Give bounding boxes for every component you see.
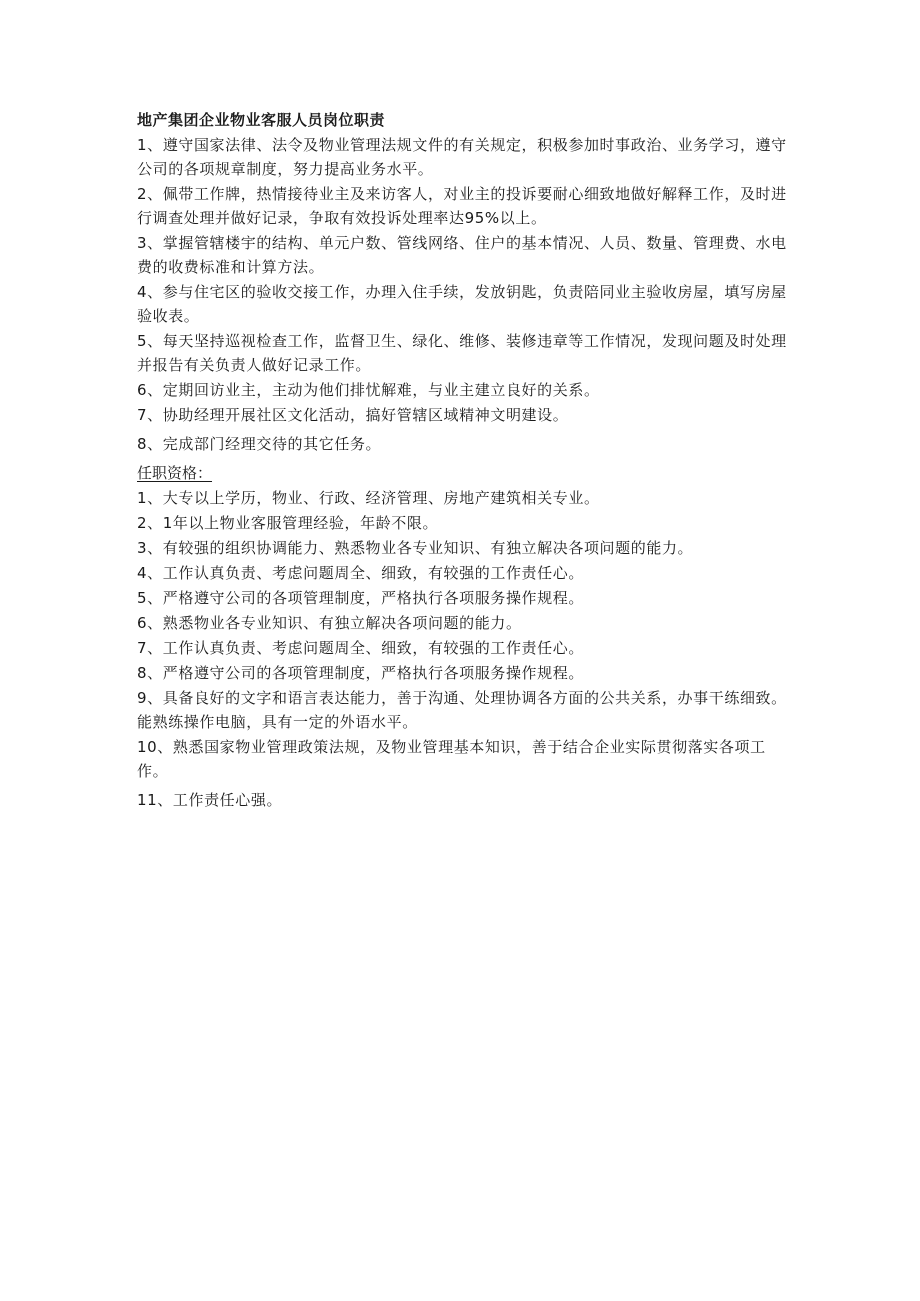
- duty-item-4: 4、参与住宅区的验收交接工作，办理入住手续，发放钥匙，负责陪同业主验收房屋，填写房屋验收表。: [137, 283, 787, 325]
- duty-item-5: 5、每天坚持巡视检查工作，监督卫生、绿化、维修、装修违章等工作情况，发现问题及时处理并报告有关负责人做好记录工作。: [137, 332, 787, 374]
- qualification-item-6: 6、熟悉物业各专业知识、有独立解决各项问题的能力。: [137, 614, 522, 632]
- qualification-item-9: 9、具备良好的文字和语言表达能力，善于沟通、处理协调各方面的公共关系，办事干练细致。能熟练操作电脑，具有一定的外语水平。: [137, 689, 787, 731]
- duty-item-8: 8、完成部门经理交待的其它任务。: [137, 435, 382, 453]
- qualifications-list: [137, 486, 787, 812]
- qualification-item-11: 11、工作责任心强。: [137, 791, 283, 809]
- qualification-item-4: 4、工作认真负责、考虑问题周全、细致，有较强的工作责任心。: [137, 564, 584, 582]
- qualification-item-5: 5、严格遵守公司的各项管理制度，严格执行各项服务操作规程。: [137, 589, 584, 607]
- document-title: 地产集团企业物业客服人员岗位职责: [137, 111, 386, 129]
- qualification-item-8: 8、严格遵守公司的各项管理制度，严格执行各项服务操作规程。: [137, 664, 584, 682]
- qualification-item-3: 3、有较强的组织协调能力、熟悉物业各专业知识、有独立解决各项问题的能力。: [137, 539, 694, 557]
- duty-item-3: 3、掌握管辖楼宇的结构、单元户数、管线网络、住户的基本情况、人员、数量、管理费、水电费的收费标准和计算方法。: [137, 234, 787, 276]
- qualifications-heading: 任职资格：: [137, 464, 213, 482]
- duty-item-1: 1、遵守国家法律、法令及物业管理法规文件的有关规定，积极参加时事政治、业务学习，遵守公司的各项规章制度，努力提高业务水平。: [137, 136, 787, 178]
- duties-list: [137, 133, 787, 456]
- duty-item-2: 2、佩带工作牌，热情接待业主及来访客人，对业主的投诉要耐心细致地做好解释工作，及时进行调查处理并做好记录，争取有效投诉处理率达95%以上。: [137, 185, 787, 227]
- duty-item-7: 7、协助经理开展社区文化活动，搞好管辖区域精神文明建设。: [137, 406, 569, 424]
- qualification-item-10: 10、熟悉国家物业管理政策法规，及物业管理基本知识，善于结合企业实际贯彻落实各项工作。: [137, 738, 766, 780]
- qualification-item-1: 1、大专以上学历，物业、行政、经济管理、房地产建筑相关专业。: [137, 489, 600, 507]
- document-page: [137, 108, 787, 813]
- qualification-item-2: 2、1年以上物业客服管理经验，年龄不限。: [137, 514, 439, 532]
- duty-item-6: 6、定期回访业主，主动为他们排忧解难，与业主建立良好的关系。: [137, 381, 600, 399]
- qualification-item-7: 7、工作认真负责、考虑问题周全、细致，有较强的工作责任心。: [137, 639, 584, 657]
